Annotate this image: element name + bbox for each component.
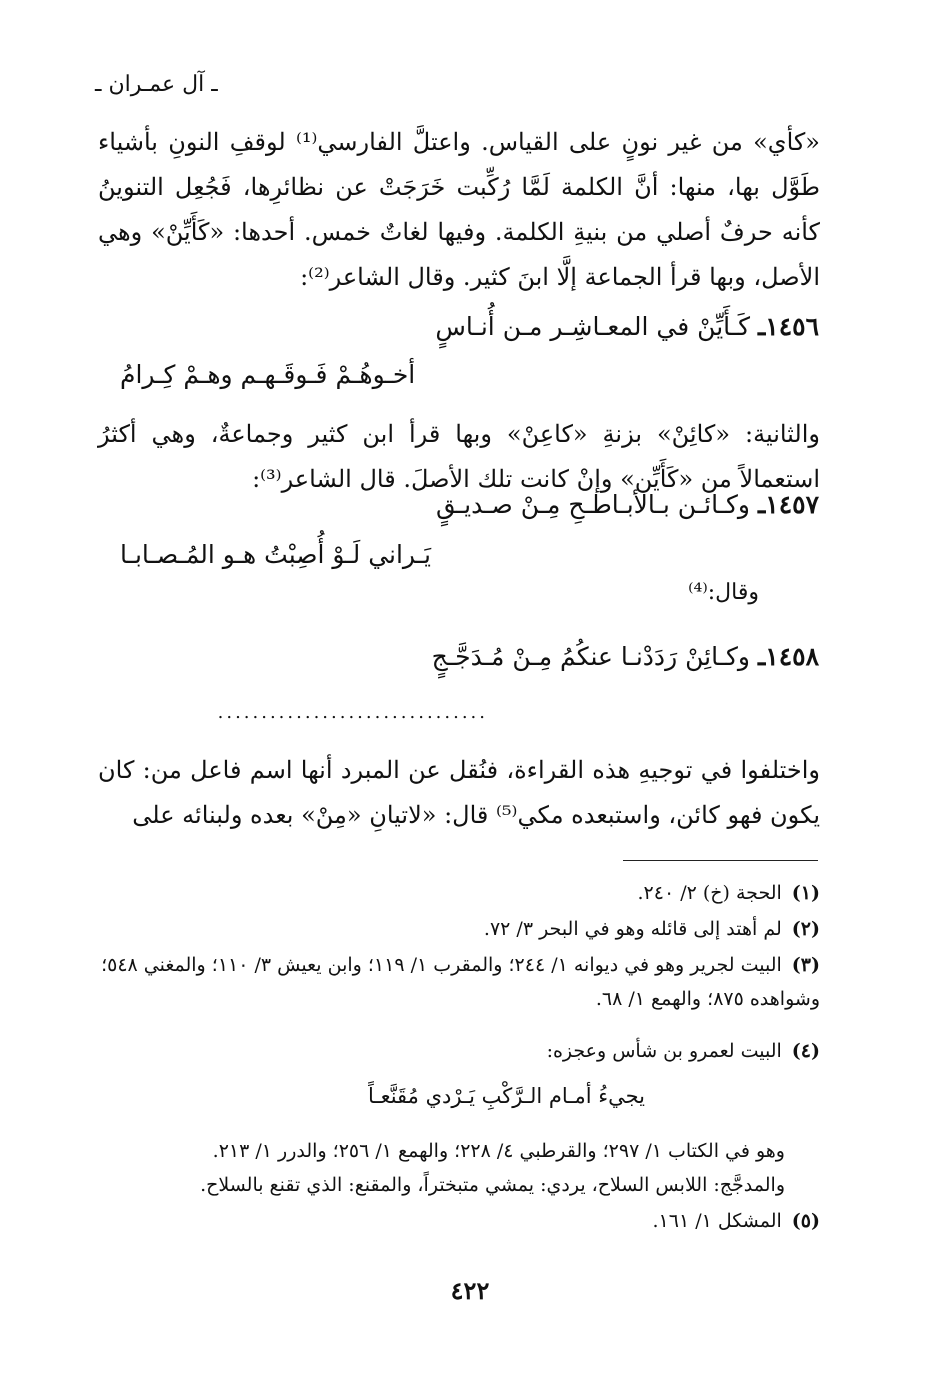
footnote-4-sources: وهو في الكتاب ١/ ٢٩٧؛ والقرطبي ٤/ ٢٢٨؛ والهمع ١/ ٢٥٦؛ والدرر ١/ ٢١٣.	[212, 1140, 785, 1162]
footnote-number: (١)	[791, 882, 820, 904]
running-header: ـ آل عمـران ـ	[95, 72, 218, 97]
footnote-number: (٤)	[791, 1040, 820, 1062]
footnote-3	[95, 948, 820, 1016]
footnote-4-verse: يجيءُ أمـام الـرَّكْبِ يَـرْدي مُقَنَّعـاً	[368, 1084, 645, 1108]
verse-hemistich: وكـائِنْ رَدَدْنـا عنكُمُ مِـنْ مُـدَجَّـجٍ	[431, 642, 750, 671]
paragraph-3: واختلفوا في توجيهِ هذه القراءة، فنُقل عن المبرد أنها اسم فاعل من: كان يكون فهو كائن، واستبعده مكي⁽⁵⁾ قال: «لاتيانِ «مِنْ» بعده ولبنائه على	[98, 756, 820, 829]
footnote-text: الحجة (خ) ٢/ ٢٤٠.	[637, 882, 782, 904]
footnote-text: البيت لعمرو بن شأس وعجزه:	[546, 1040, 782, 1062]
footnote-text: لم أهتد إلى قائله وهو في البحر ٣/ ٧٢.	[483, 918, 782, 940]
wa-qal-label: وقال:⁽⁴⁾	[688, 580, 759, 605]
ellipsis-divider: ...............................	[217, 702, 488, 723]
verse-hemistich: وكـائـن بـالأبـاطـحِ مِـنْ صـديـقٍ	[435, 490, 750, 519]
footnote-text: البيت لجرير وهو في ديوانه ١/ ٢٤٤؛ والمقرب ١/ ١١٩؛ وابن يعيش ٣/ ١١٠؛ والمغني ٥٤٨؛ وشواهده ٨٧٥؛ والهمع ١/ ٦٨.	[101, 954, 820, 1010]
footnote-text: المشكل ١/ ١٦١.	[652, 1210, 782, 1232]
footnote-number: (٥)	[791, 1210, 820, 1232]
verse-number: ١٤٥٨ـ	[757, 642, 819, 671]
footnote-rule	[623, 860, 818, 861]
footnote-5	[95, 1204, 820, 1238]
verse-1457-second: يَـراني لَـوْ أُصِبْتُ هـو المُـصـابـا	[120, 540, 432, 569]
footnote-number: (٣)	[791, 954, 820, 976]
paragraph-2: والثانية: «كائِنْ» بزنةِ «كاعِنْ» وبها قرأ ابن كثير وجماعةٌ، وهي أكثرُ استعمالاً من «كَأَيِّن» وإنْ كانت تلك الأصلَ. قال الشاعر⁽³⁾:	[98, 420, 820, 493]
verse-1458	[432, 642, 819, 671]
verse-1456-first	[435, 312, 819, 341]
page-number: ٤٢٢	[450, 1276, 490, 1305]
footnote-number: (٢)	[791, 918, 820, 940]
verse-number: ١٤٥٧ـ	[757, 490, 819, 519]
footnote-1	[95, 876, 820, 910]
footnote-4-gloss: والمدجَّج: اللابس السلاح، يردي: يمشي متبختراً، والمقنع: الذي تقنع بالسلاح.	[200, 1174, 785, 1196]
verse-1457-first	[436, 490, 819, 519]
verse-hemistich: كَـأَيِّنْ في المعـاشِـر مـن أُنـاسٍ	[435, 312, 750, 341]
footnote-2	[95, 912, 820, 946]
paragraph-1: «كأي» من غير نونٍ على القياس. واعتلَّ الفارسي⁽¹⁾ لوقفِ النونِ بأشياء طَوَّل بها، منها: أنَّ الكلمة لَمَّا رُكِّبت خَرَجَتْ عن نظائرِها، فَجُعِل التنوينُ كأنه حرفٌ أصلي من بنيةِ الكلمة. وفيها لغاتٌ خمس. أحدها: «كَأَيِّنْ» وهي الأصل، وبها قرأ الجماعة إلَّا ابنَ كثير. وقال الشاعر⁽²⁾:	[98, 128, 820, 291]
footnote-4	[95, 1034, 820, 1068]
verse-1456-second: أخـوهُـمْ فَـوقَـهـم وهـمْ كِـرامُ	[120, 360, 416, 389]
verse-number: ١٤٥٦ـ	[757, 312, 819, 341]
